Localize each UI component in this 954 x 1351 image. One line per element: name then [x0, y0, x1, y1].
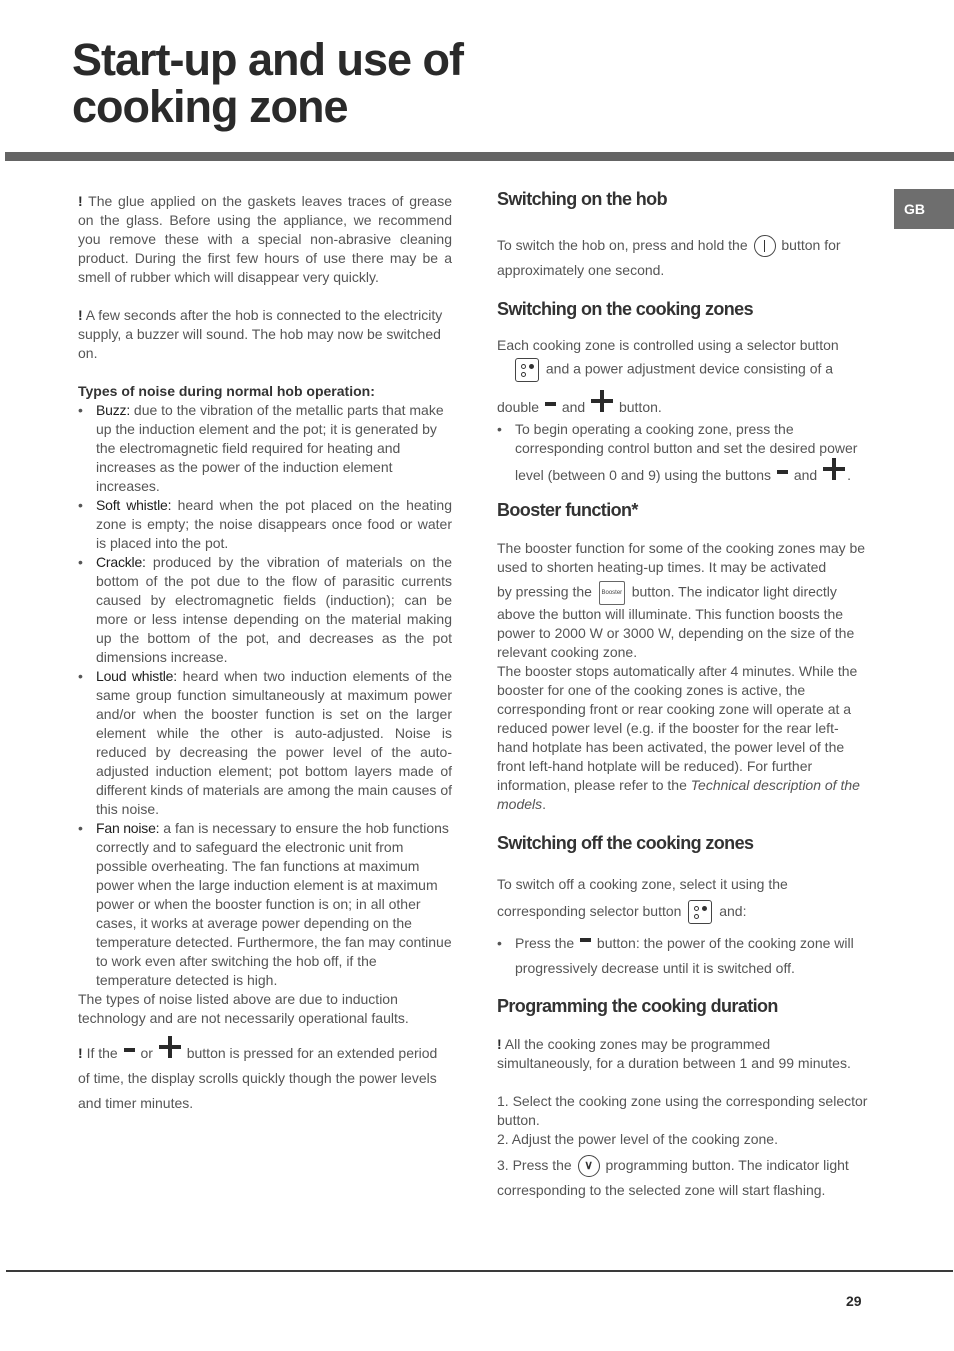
- zones-off-text-b: and:: [719, 903, 747, 919]
- noise-item-fan-noise: [78, 819, 452, 990]
- programming-note-text: All the cooking zones may be programmed simultaneously, for a duration between 1 and 99 minutes.: [497, 1036, 851, 1071]
- switching-on-hob-text: [497, 233, 869, 283]
- page-title-line-2: cooking zone: [72, 81, 348, 132]
- scroll-note-text-a: If the: [86, 1045, 118, 1061]
- programming-step-3-b: programming button. The indicator light corresponding to the selected zone will start flashing.: [497, 1157, 849, 1198]
- noise-term: Loud whistle:: [96, 668, 177, 684]
- section-heading-switching-on-zones: Switching on the cooking zones: [497, 299, 754, 319]
- footer-divider: [6, 1270, 953, 1272]
- section-heading-booster: Booster function*: [497, 500, 638, 520]
- scroll-note-text-c: button is pressed for an extended period of time, the display scrolls quickly though the power levels and timer minutes.: [78, 1045, 438, 1111]
- zones-on-bullet: [497, 420, 869, 485]
- programming-step-3-a: 3. Press the: [497, 1157, 572, 1173]
- zones-on-bullets: [497, 420, 869, 485]
- section-heading-switching-on-hob: Switching on the hob: [497, 189, 667, 209]
- minus-icon: [545, 402, 556, 406]
- timer-icon: ∨: [578, 1155, 600, 1177]
- page-title-line-1: Start-up and use of: [72, 34, 464, 85]
- zones-on-line-2: [497, 358, 869, 382]
- booster-p2-a: by pressing the: [497, 583, 592, 600]
- noise-item-crackle: [78, 553, 452, 667]
- booster-p2: [497, 581, 869, 662]
- minus-icon: [777, 470, 788, 474]
- booster-p3: [497, 662, 869, 814]
- zones-off-text: [497, 871, 869, 925]
- minus-icon: [124, 1048, 135, 1052]
- scroll-note-text-b: or: [140, 1045, 153, 1061]
- noise-description: heard when two induction elements of the same group function simultaneously at maximum power and/or when the booster function is set on the larger element while the other is auto-adjusted. Noise is reduced by decreasing the power level of the auto-adjusted induction element; pot bottom layers made of different kinds of materials are among the main causes of this noise.: [96, 668, 453, 817]
- power-icon: [754, 235, 776, 257]
- page-number: 29: [846, 1293, 862, 1309]
- noise-description: produced by the vibration of materials on the bottom of the pot due to the flow of parasitic currents caused by electromagnetic fields (induction); can be more or less intense depending on the material making up the bottom of the pot, and decreases as the pot dimensions increase.: [96, 554, 452, 665]
- zones-on-line-3: [497, 390, 869, 417]
- programming-step-3: [497, 1153, 869, 1203]
- noise-item-soft-whistle: [78, 496, 452, 553]
- booster-p2-b: button. The indicator light directly above the button will illuminate. This function boosts the power to 2000 W or 3000 W, depending on the size of the relevant cooking zone.: [497, 583, 855, 660]
- booster-p3-text: The booster stops automatically after 4 minutes. While the booster for one of the cooking zones is active, the corresponding front or rear cooking zone will operate at a reduced power level (e.g. if the booster for the rear left-hand hotplate has been activated, the power level of the front left-hand hotplate will be reduced). For further information, please refer to the: [497, 663, 858, 793]
- programming-step-1: 1. Select the cooking zone using the corresponding selector button.: [497, 1093, 868, 1128]
- zones-on-bullet-b: and: [793, 467, 818, 483]
- noise-description: a fan is necessary to ensure the hob functions correctly and to safeguard the electronic unit from possible overheating. The fan functions at maximum power when the large induction element is at maximum power or when the booster function is on; in all other cases, it works at average power depending on the temperature detected. Furthermore, the fan may continue to work even after switching the hob off, if the temperature detected is high.: [96, 820, 452, 988]
- noise-footer: The types of noise listed above are due to induction technology and are not necessarily operational faults.: [78, 991, 409, 1026]
- noise-description: heard when the pot placed on the heating zone is empty; the noise disappears once food or water is placed into the pot.: [96, 497, 452, 551]
- buzzer-note-text: A few seconds after the hob is connected to the electricity supply, a buzzer will sound. The hob may now be switched on.: [78, 307, 443, 361]
- zones-on-line-2-text: and a power adjustment device consisting of a: [545, 360, 834, 377]
- zones-on-line-3-b: and: [561, 399, 586, 415]
- glue-note-text: The glue applied on the gaskets leaves traces of grease on the glass. Before using the appliance, we recommend you remove these with a special non-abrasive cleaning product. During the first few hours of use there may be a smell of rubber which will disappear very quickly.: [78, 193, 453, 285]
- minus-icon: [580, 938, 591, 942]
- plus-icon: [159, 1036, 181, 1058]
- programming-note: [497, 1035, 869, 1073]
- page-title: [72, 36, 463, 130]
- noise-description: due to the vibration of the metallic parts that make up the induction element and the pot; it is generated by the electromagnetic field required for heating and increases as the power of the induction element increases.: [96, 402, 444, 494]
- booster-p3-italic: Technical description of the models: [497, 777, 860, 812]
- noise-term: Fan noise:: [96, 820, 160, 836]
- zones-on-line-3-a: double: [497, 399, 540, 415]
- selector-icon: [688, 900, 712, 924]
- warning-mark: !: [497, 1036, 502, 1052]
- noise-term: Soft whistle:: [96, 497, 172, 513]
- right-column: [497, 188, 869, 1203]
- warning-mark: !: [78, 1045, 83, 1061]
- section-heading-switching-off-zones: Switching off the cooking zones: [497, 833, 754, 853]
- glue-note: [78, 192, 452, 287]
- programming-step-2: 2. Adjust the power level of the cooking zone.: [497, 1131, 778, 1147]
- zones-on-bullet-a: To begin operating a cooking zone, press the corresponding control button and set the desired power level (between 0 and 9) using the buttons: [515, 421, 858, 483]
- zones-on-line-3-c: button.: [618, 399, 662, 415]
- zones-off-text-a: To switch off a cooking zone, select it using the corresponding selector button: [497, 876, 788, 919]
- zones-on-line-1: Each cooking zone is controlled using a selector button: [497, 337, 839, 353]
- language-tab: GB: [894, 189, 954, 229]
- booster-p3-end: .: [542, 796, 547, 812]
- noise-term: Buzz:: [96, 402, 131, 418]
- zones-off-bullet-b: button: the power of the cooking zone will progressively decrease until it is switched off.: [515, 935, 854, 976]
- warning-mark: !: [78, 193, 83, 209]
- section-heading-programming: Programming the cooking duration: [497, 996, 778, 1016]
- noise-list: [78, 401, 452, 990]
- noise-item-loud-whistle: [78, 667, 452, 819]
- hob-text-a: To switch the hob on, press and hold the: [497, 237, 748, 253]
- left-column: [78, 192, 452, 1116]
- buzzer-note: [78, 306, 452, 363]
- booster-p1: The booster function for some of the cooking zones may be used to shorten heating-up times. It may be activated: [497, 540, 866, 575]
- zones-on-bullet-c: .: [847, 467, 851, 483]
- booster-icon: Booster: [599, 581, 625, 605]
- noise-term: Crackle:: [96, 554, 146, 570]
- header-divider: [5, 152, 954, 161]
- noise-item-buzz: [78, 401, 452, 496]
- noise-heading: Types of noise during normal hob operation:: [78, 383, 375, 399]
- scroll-note: [78, 1036, 452, 1116]
- plus-icon: [591, 390, 613, 412]
- zones-off-bullet-a: Press the: [515, 935, 575, 951]
- hob-text-b: button for approximately one second.: [497, 237, 841, 278]
- warning-mark: !: [78, 307, 83, 323]
- zones-off-bullet: [497, 931, 869, 981]
- selector-icon: [515, 358, 539, 382]
- plus-icon: [823, 458, 845, 480]
- zones-off-bullets: [497, 931, 869, 981]
